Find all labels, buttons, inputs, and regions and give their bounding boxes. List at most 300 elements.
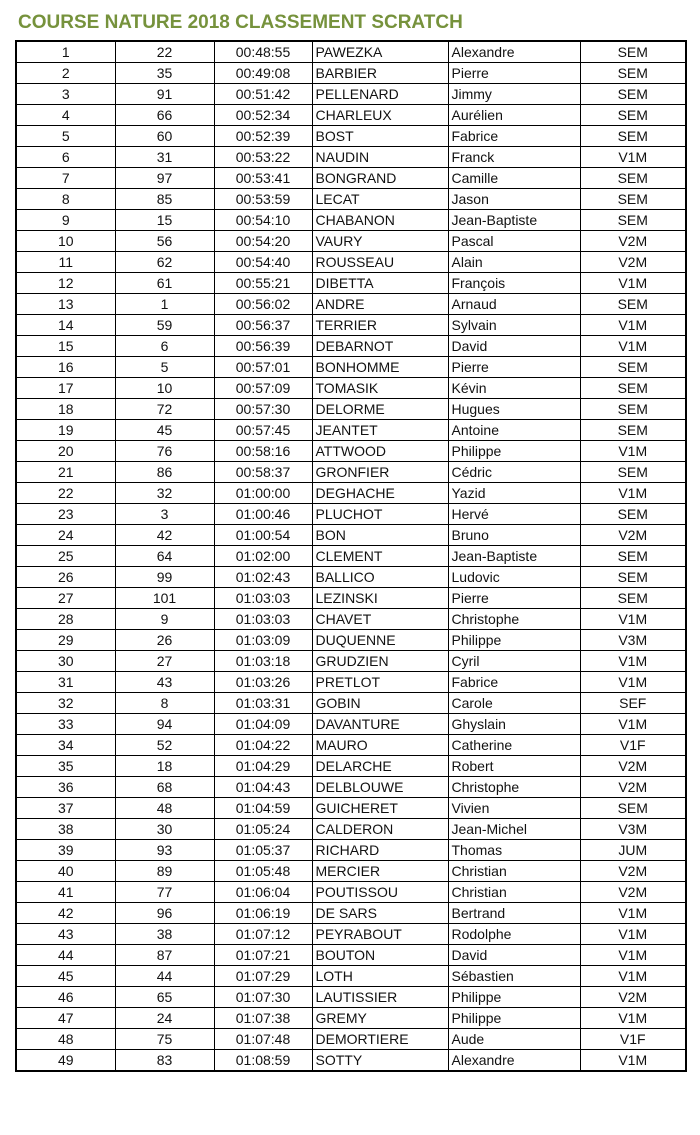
category-cell: V1M [580,609,686,630]
first-name-cell: Vivien [448,798,580,819]
table-row [16,189,686,210]
category-cell: V1M [580,966,686,987]
first-name-cell: Christophe [448,609,580,630]
table-row [16,336,686,357]
category-cell: V1F [580,1029,686,1050]
finish-time-cell: 01:04:22 [214,735,312,756]
rank-cell: 15 [16,336,115,357]
table-row [16,882,686,903]
finish-time-cell: 00:55:21 [214,273,312,294]
finish-time-cell: 01:02:00 [214,546,312,567]
finish-time-cell: 01:07:48 [214,1029,312,1050]
bib-number-cell: 72 [115,399,214,420]
first-name-cell: Bertrand [448,903,580,924]
finish-time-cell: 00:57:30 [214,399,312,420]
category-cell: SEM [580,84,686,105]
last-name-cell: ATTWOOD [312,441,448,462]
category-cell: V1M [580,903,686,924]
last-name-cell: GREMY [312,1008,448,1029]
rank-cell: 18 [16,399,115,420]
bib-number-cell: 64 [115,546,214,567]
bib-number-cell: 43 [115,672,214,693]
rank-cell: 7 [16,168,115,189]
finish-time-cell: 01:06:04 [214,882,312,903]
rank-cell: 38 [16,819,115,840]
category-cell: V1F [580,735,686,756]
rank-cell: 45 [16,966,115,987]
rank-cell: 37 [16,798,115,819]
last-name-cell: RICHARD [312,840,448,861]
first-name-cell: Christophe [448,777,580,798]
finish-time-cell: 00:54:40 [214,252,312,273]
last-name-cell: POUTISSOU [312,882,448,903]
table-row [16,231,686,252]
finish-time-cell: 01:03:09 [214,630,312,651]
rank-cell: 27 [16,588,115,609]
category-cell: V1M [580,147,686,168]
first-name-cell: Camille [448,168,580,189]
last-name-cell: DELARCHE [312,756,448,777]
last-name-cell: LOTH [312,966,448,987]
bib-number-cell: 86 [115,462,214,483]
last-name-cell: LAUTISSIER [312,987,448,1008]
finish-time-cell: 00:57:45 [214,420,312,441]
results-body [16,41,686,1071]
category-cell: V1M [580,651,686,672]
category-cell: V2M [580,777,686,798]
last-name-cell: BONHOMME [312,357,448,378]
first-name-cell: Sylvain [448,315,580,336]
rank-cell: 17 [16,378,115,399]
table-row [16,777,686,798]
table-row [16,210,686,231]
rank-cell: 32 [16,693,115,714]
table-row [16,315,686,336]
category-cell: SEM [580,126,686,147]
table-row [16,420,686,441]
last-name-cell: JEANTET [312,420,448,441]
bib-number-cell: 91 [115,84,214,105]
rank-cell: 48 [16,1029,115,1050]
rank-cell: 31 [16,672,115,693]
bib-number-cell: 60 [115,126,214,147]
finish-time-cell: 01:04:29 [214,756,312,777]
first-name-cell: Jean-Baptiste [448,210,580,231]
finish-time-cell: 00:56:02 [214,294,312,315]
table-row [16,987,686,1008]
finish-time-cell: 00:58:16 [214,441,312,462]
table-row [16,147,686,168]
first-name-cell: Catherine [448,735,580,756]
bib-number-cell: 83 [115,1050,214,1072]
last-name-cell: DUQUENNE [312,630,448,651]
last-name-cell: PEYRABOUT [312,924,448,945]
category-cell: SEM [580,798,686,819]
category-cell: SEM [580,210,686,231]
bib-number-cell: 22 [115,41,214,63]
bib-number-cell: 38 [115,924,214,945]
table-row [16,399,686,420]
category-cell: V1M [580,1008,686,1029]
category-cell: V3M [580,630,686,651]
table-row [16,861,686,882]
bib-number-cell: 35 [115,63,214,84]
bib-number-cell: 101 [115,588,214,609]
rank-cell: 46 [16,987,115,1008]
finish-time-cell: 01:07:21 [214,945,312,966]
first-name-cell: Kévin [448,378,580,399]
table-row [16,945,686,966]
last-name-cell: VAURY [312,231,448,252]
last-name-cell: TOMASIK [312,378,448,399]
first-name-cell: Alexandre [448,1050,580,1072]
bib-number-cell: 56 [115,231,214,252]
last-name-cell: GRUDZIEN [312,651,448,672]
finish-time-cell: 01:05:48 [214,861,312,882]
finish-time-cell: 01:06:19 [214,903,312,924]
last-name-cell: NAUDIN [312,147,448,168]
category-cell: SEM [580,399,686,420]
first-name-cell: Alain [448,252,580,273]
rank-cell: 28 [16,609,115,630]
last-name-cell: LECAT [312,189,448,210]
first-name-cell: Alexandre [448,41,580,63]
table-row [16,546,686,567]
finish-time-cell: 00:56:39 [214,336,312,357]
last-name-cell: BOUTON [312,945,448,966]
rank-cell: 42 [16,903,115,924]
first-name-cell: Philippe [448,630,580,651]
last-name-cell: DIBETTA [312,273,448,294]
category-cell: V1M [618,1052,648,1068]
rank-cell: 12 [16,273,115,294]
bib-number-cell: 18 [115,756,214,777]
bib-number-cell: 75 [115,1029,214,1050]
finish-time-cell: 01:04:43 [214,777,312,798]
finish-time-cell: 00:53:59 [214,189,312,210]
table-row [16,252,686,273]
finish-time-cell: 00:54:10 [214,210,312,231]
results-table [15,40,687,1072]
bib-number-cell: 45 [115,420,214,441]
finish-time-cell: 00:53:22 [214,147,312,168]
finish-time-cell: 00:51:42 [214,84,312,105]
last-name-cell: BONGRAND [312,168,448,189]
category-cell: V1M [580,273,686,294]
last-name-cell: MAURO [312,735,448,756]
first-name-cell: Jean-Baptiste [448,546,580,567]
table-row [16,126,686,147]
rank-cell: 19 [16,420,115,441]
bib-number-cell: 62 [115,252,214,273]
first-name-cell: Fabrice [448,126,580,147]
last-name-cell: PAWEZKA [312,41,448,63]
last-name-cell: CHABANON [312,210,448,231]
table-row [16,105,686,126]
rank-cell: 22 [16,483,115,504]
last-name-cell: DEGHACHE [312,483,448,504]
category-cell: V2M [580,231,686,252]
first-name-cell: Philippe [448,1008,580,1029]
last-name-cell: DELORME [312,399,448,420]
bib-number-cell: 66 [115,105,214,126]
table-row [16,924,686,945]
table-row [16,798,686,819]
table-row [16,41,686,63]
finish-time-cell: 01:00:00 [214,483,312,504]
last-name-cell: GOBIN [312,693,448,714]
finish-time-cell: 00:57:01 [214,357,312,378]
last-name-cell: DE SARS [312,903,448,924]
first-name-cell: Christian [448,861,580,882]
first-name-cell: Ghyslain [448,714,580,735]
first-name-cell: Robert [448,756,580,777]
finish-time-cell: 01:00:54 [214,525,312,546]
table-row [16,567,686,588]
table-row [16,1008,686,1029]
bib-number-cell: 65 [115,987,214,1008]
category-cell: SEM [580,462,686,483]
table-row [16,840,686,861]
category-cell: SEM [580,189,686,210]
bib-number-cell: 87 [115,945,214,966]
rank-cell: 49 [16,1050,115,1072]
table-row [16,357,686,378]
first-name-cell: Hugues [448,399,580,420]
category-cell: SEM [580,294,686,315]
finish-time-cell: 00:54:20 [214,231,312,252]
bib-number-cell: 42 [115,525,214,546]
rank-cell: 44 [16,945,115,966]
first-name-cell: Jason [448,189,580,210]
finish-time-cell: 01:03:26 [214,672,312,693]
rank-cell: 26 [16,567,115,588]
last-name-cell: BON [312,525,448,546]
rank-cell: 6 [16,147,115,168]
rank-cell: 14 [16,315,115,336]
last-name-cell: PLUCHOT [312,504,448,525]
last-name-cell: LEZINSKI [312,588,448,609]
rank-cell: 40 [16,861,115,882]
category-cell: V2M [580,525,686,546]
first-name-cell: Jimmy [448,84,580,105]
bib-number-cell: 77 [115,882,214,903]
last-name-cell: ROUSSEAU [312,252,448,273]
bib-number-cell: 1 [115,294,214,315]
rank-cell: 30 [16,651,115,672]
first-name-cell: Carole [448,693,580,714]
table-row [16,483,686,504]
category-cell: SEM [580,588,686,609]
rank-cell: 8 [16,189,115,210]
bib-number-cell: 94 [115,714,214,735]
first-name-cell: Philippe [448,987,580,1008]
rank-cell: 39 [16,840,115,861]
category-cell: SEM [580,105,686,126]
table-row [16,1050,686,1072]
table-row [16,693,686,714]
finish-time-cell: 00:57:09 [214,378,312,399]
category-cell: V1M [580,672,686,693]
category-cell: V1M [580,483,686,504]
rank-cell: 25 [16,546,115,567]
last-name-cell: PELLENARD [312,84,448,105]
table-row [16,525,686,546]
first-name-cell: Aurélien [448,105,580,126]
finish-time-cell: 01:07:29 [214,966,312,987]
bib-number-cell: 30 [115,819,214,840]
last-name-cell: DELBLOUWE [312,777,448,798]
category-cell: V2M [580,756,686,777]
bib-number-cell: 15 [115,210,214,231]
finish-time-cell: 01:07:12 [214,924,312,945]
finish-time-cell: 01:03:18 [214,651,312,672]
rank-cell: 47 [16,1008,115,1029]
table-row [16,378,686,399]
category-cell: JUM [580,840,686,861]
first-name-cell: Pascal [448,231,580,252]
bib-number-cell: 76 [115,441,214,462]
rank-cell: 36 [16,777,115,798]
page-title: COURSE NATURE 2018 CLASSEMENT SCRATCH [18,12,463,33]
table-row [16,462,686,483]
finish-time-cell: 01:07:30 [214,987,312,1008]
bib-number-cell: 24 [115,1008,214,1029]
category-cell: V1M [580,315,686,336]
first-name-cell: Fabrice [448,672,580,693]
rank-cell: 24 [16,525,115,546]
rank-cell: 34 [16,735,115,756]
bib-number-cell: 10 [115,378,214,399]
table-row [16,168,686,189]
first-name-cell: Arnaud [448,294,580,315]
table-row [16,588,686,609]
category-cell: SEM [580,567,686,588]
category-cell: SEM [580,41,686,63]
table-row [16,609,686,630]
finish-time-cell: 00:52:39 [214,126,312,147]
rank-cell: 33 [16,714,115,735]
finish-time-cell: 01:03:31 [214,693,312,714]
first-name-cell: Ludovic [448,567,580,588]
first-name-cell: Jean-Michel [448,819,580,840]
finish-time-cell: 00:58:37 [214,462,312,483]
category-cell: V1M [580,714,686,735]
last-name-cell: BALLICO [312,567,448,588]
bib-number-cell: 44 [115,966,214,987]
bib-number-cell: 96 [115,903,214,924]
bib-number-cell: 89 [115,861,214,882]
bib-number-cell: 5 [115,357,214,378]
first-name-cell: Bruno [448,525,580,546]
first-name-cell: Aude [448,1029,580,1050]
table-row [16,672,686,693]
rank-cell: 23 [16,504,115,525]
finish-time-cell: 00:53:41 [214,168,312,189]
bib-number-cell: 3 [115,504,214,525]
bib-number-cell: 59 [115,315,214,336]
finish-time-cell: 01:03:03 [214,588,312,609]
first-name-cell: Christian [448,882,580,903]
finish-time-cell: 01:05:24 [214,819,312,840]
bib-number-cell: 31 [115,147,214,168]
category-cell: SEF [580,693,686,714]
bib-number-cell: 26 [115,630,214,651]
category-cell: SEM [580,168,686,189]
finish-time-cell: 01:00:46 [214,504,312,525]
rank-cell: 21 [16,462,115,483]
finish-time-cell: 01:03:03 [214,609,312,630]
table-row [16,966,686,987]
table-row [16,294,686,315]
first-name-cell: Hervé [448,504,580,525]
last-name-cell: ANDRE [312,294,448,315]
category-cell: SEM [580,357,686,378]
first-name-cell: David [448,336,580,357]
finish-time-cell: 00:48:55 [214,41,312,63]
first-name-cell: Pierre [448,357,580,378]
first-name-cell: Franck [448,147,580,168]
rank-cell: 29 [16,630,115,651]
last-name-cell: MERCIER [312,861,448,882]
bib-number-cell: 6 [115,336,214,357]
finish-time-cell: 00:56:37 [214,315,312,336]
category-cell: V2M [580,861,686,882]
last-name-cell: DEMORTIERE [312,1029,448,1050]
first-name-cell: Sébastien [448,966,580,987]
bib-number-cell: 27 [115,651,214,672]
rank-cell: 5 [16,126,115,147]
first-name-cell: David [448,945,580,966]
table-row [16,630,686,651]
last-name-cell: DAVANTURE [312,714,448,735]
finish-time-cell: 01:04:59 [214,798,312,819]
bib-number-cell: 99 [115,567,214,588]
finish-time-cell: 01:02:43 [214,567,312,588]
table-row [16,441,686,462]
table-row [16,735,686,756]
last-name-cell: DEBARNOT [312,336,448,357]
rank-cell: 11 [16,252,115,273]
last-name-cell: PRETLOT [312,672,448,693]
rank-cell: 43 [16,924,115,945]
finish-time-cell: 01:04:09 [214,714,312,735]
table-row [16,84,686,105]
last-name-cell: GUICHERET [312,798,448,819]
category-cell: SEM [580,546,686,567]
last-name-cell: TERRIER [312,315,448,336]
rank-cell: 3 [16,84,115,105]
category-cell: V1M [580,924,686,945]
last-name-cell: CLEMENT [312,546,448,567]
category-cell: V1M [580,945,686,966]
table-row [16,651,686,672]
rank-cell: 1 [16,41,115,63]
table-row [16,273,686,294]
table-row [16,756,686,777]
finish-time-cell: 01:08:59 [214,1050,312,1072]
last-name-cell: GRONFIER [312,462,448,483]
finish-time-cell: 01:05:37 [214,840,312,861]
last-name-cell: CALDERON [312,819,448,840]
table-row [16,819,686,840]
first-name-cell: Thomas [448,840,580,861]
category-cell: SEM [580,504,686,525]
bib-number-cell: 93 [115,840,214,861]
rank-cell: 41 [16,882,115,903]
first-name-cell: Philippe [448,441,580,462]
first-name-cell: Cédric [448,462,580,483]
